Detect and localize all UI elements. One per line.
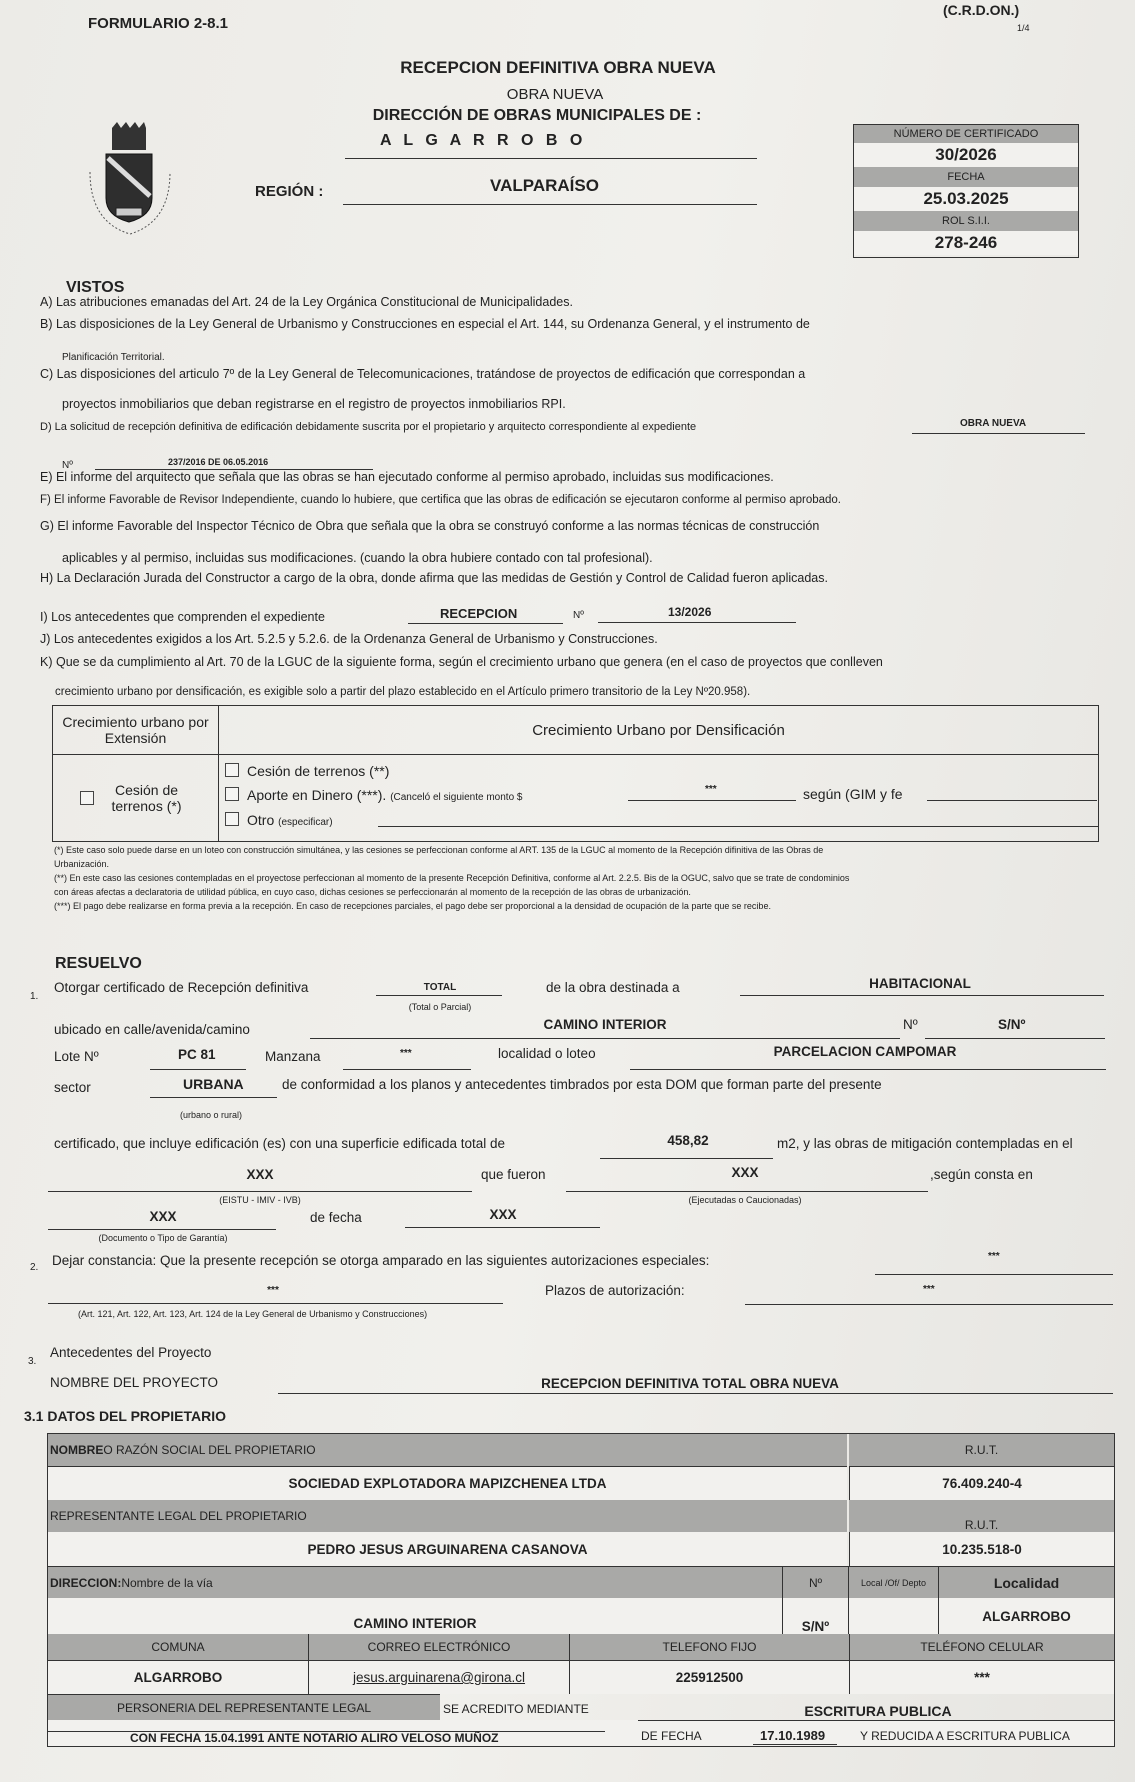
reception-type-underline bbox=[376, 995, 502, 996]
certificate-box bbox=[853, 124, 1079, 258]
visto-k: K) Que se da cumplimiento al Art. 70 de la LGUC de la siguiente forma, según el crecimiento urbano que genera (en el caso de proyectos que conlleven bbox=[40, 655, 883, 669]
street-number: S/Nº bbox=[998, 1017, 1026, 1032]
reception-type-hint: (Total o Parcial) bbox=[408, 1002, 472, 1012]
street-number-label: Nº bbox=[903, 1017, 918, 1032]
vistos-heading: VISTOS bbox=[66, 279, 125, 296]
extension-option[interactable] bbox=[53, 754, 218, 841]
antecedentes-label: Antecedentes del Proyecto bbox=[50, 1345, 212, 1360]
note-2: (**) En este caso las cesiones contempladas en el proyectose perfeccionan al momento de la presente Recepción Definitiva, conforme al Art. 2.2.5. Bis de la OGUC, salvo que se trate de condominios bbox=[54, 873, 850, 883]
municipio: A L G A R R O B O bbox=[380, 132, 587, 149]
visto-i-underline bbox=[408, 623, 563, 624]
manzana-value: *** bbox=[400, 1048, 412, 1059]
visto-i: I) Los antecedentes que comprenden el expediente bbox=[40, 610, 325, 624]
item-number-2: 2. bbox=[30, 1262, 39, 1273]
address-label-rest: Nombre de la vía bbox=[121, 1575, 213, 1590]
checkbox[interactable] bbox=[225, 787, 239, 801]
rol-sii-value: 278-246 bbox=[854, 231, 1078, 255]
owner-table bbox=[47, 1433, 1115, 1747]
project-name-label: NOMBRE DEL PROYECTO bbox=[50, 1375, 219, 1390]
local-label: Local /Of/ Depto bbox=[848, 1566, 938, 1598]
manzana-label: Manzana bbox=[265, 1049, 321, 1064]
owner-rut: 76.409.240-4 bbox=[849, 1466, 1114, 1500]
certificate-date: 25.03.2025 bbox=[854, 187, 1078, 211]
visto-h: H) La Declaración Jurada del Constructor a cargo de la obra, donde afirma que las medidas de Gestión y Control de Calidad fueron aplicadas. bbox=[40, 571, 828, 585]
conformidad-text: de conformidad a los planos y antecedentes timbrados por esta DOM que forman parte del presente bbox=[282, 1077, 882, 1092]
note-3: (***) El pago debe realizarse en forma previa a la recepción. En caso de recepciones parciales, el pago debe ser proporcional a la densidad de ocupación de la parte que se recibe. bbox=[54, 901, 771, 911]
visto-b-cont: Planificación Territorial. bbox=[62, 352, 165, 363]
mobile-label: TELÉFONO CELULAR bbox=[849, 1634, 1114, 1660]
visto-i-no-underline bbox=[598, 622, 796, 623]
checkbox[interactable] bbox=[80, 791, 94, 805]
visto-g-cont: aplicables y al permiso, incluidas sus modificaciones. (cuando la obra hubiere contado con tal profesional). bbox=[62, 551, 653, 565]
address-label-bold: DIRECCION: bbox=[50, 1575, 122, 1590]
executed-value: XXX bbox=[731, 1165, 759, 1180]
autorizaciones-value: *** bbox=[988, 1251, 1000, 1262]
checkbox[interactable] bbox=[225, 812, 239, 826]
visto-c-cont: proyectos inmobiliarios que deban registrarse en el registro de proyectos inmobiliarios RPI. bbox=[62, 397, 566, 411]
lote-underline bbox=[150, 1069, 246, 1070]
sector-hint: (urbano o rural) bbox=[180, 1110, 243, 1120]
plazos-value: *** bbox=[923, 1284, 935, 1295]
aporte-suffix-underline bbox=[927, 800, 1097, 801]
owner-name: SOCIEDAD EXPLOTADORA MAPIZCHENEA LTDA bbox=[48, 1466, 847, 1500]
plazos-underline bbox=[745, 1304, 1113, 1305]
mitigacion-text: m2, y las obras de mitigación contempladas en el bbox=[777, 1136, 1073, 1151]
email-value[interactable]: jesus.arguinarena@girona.cl bbox=[308, 1660, 569, 1694]
visto-d: D) La solicitud de recepción definitiva de edificación debidamente suscrita por el propietario y arquitecto correspondiente al expediente bbox=[40, 421, 697, 433]
local-value bbox=[848, 1598, 938, 1634]
street-value: CAMINO INTERIOR bbox=[543, 1017, 667, 1032]
landline-label: TELEFONO FIJO bbox=[569, 1634, 849, 1660]
fecha-underline bbox=[405, 1227, 600, 1228]
visto-f: F) El informe Favorable de Revisor Independiente, cuando lo hubiere, que certifica que las obras de edificación se ejecutaron conforme al permiso aprobado. bbox=[40, 494, 841, 506]
segun-label: ,según consta en bbox=[930, 1167, 1033, 1182]
de-fecha-underline bbox=[753, 1744, 837, 1745]
study-hint: (EISTU - IMIV - IVB) bbox=[219, 1195, 301, 1205]
mobile-value: *** bbox=[849, 1660, 1114, 1694]
direccion-label: DIRECCIÓN DE OBRAS MUNICIPALES DE : bbox=[372, 107, 702, 124]
street-number-underline bbox=[925, 1038, 1105, 1039]
sector-value: URBANA bbox=[183, 1076, 244, 1092]
visto-d-value: OBRA NUEVA bbox=[960, 418, 1027, 429]
form-abbrev: (C.R.D.ON.) bbox=[943, 2, 1020, 18]
visto-g: G) El informe Favorable del Inspector Técnico de Obra que señala que la obra se construyó conforme a las normas técnicas de construcción bbox=[40, 519, 820, 533]
col-densification-header: Crecimiento Urbano por Densificación bbox=[532, 721, 785, 739]
visto-i-value: RECEPCION bbox=[440, 606, 518, 621]
region-value: VALPARAÍSO bbox=[490, 176, 599, 195]
option-aporte-label: Aporte en Dinero (***). bbox=[247, 787, 387, 803]
visto-k-cont: crecimiento urbano por densificación, es exigible solo a partir del plazo establecido en el Artículo primero transitorio de la Ley Nº20.958). bbox=[55, 686, 751, 698]
de-fecha-label: DE FECHA bbox=[641, 1729, 702, 1743]
localidad-value: ALGARROBO bbox=[938, 1598, 1114, 1634]
option-otro[interactable] bbox=[225, 812, 333, 831]
de-fecha-label: de fecha bbox=[310, 1210, 362, 1225]
certificate-date-label: FECHA bbox=[854, 167, 1078, 187]
note-2-cont: con áreas afectas a declaratoria de utilidad pública, en cuyo caso, dichas cesiones se perfeccionarán al momento de la recepción de las obras de urbanización. bbox=[54, 887, 691, 897]
executed-hint: (Ejecutadas o Caucionadas) bbox=[688, 1195, 802, 1205]
note-1: (*) Este caso solo puede darse en un loteo con construcción simultánea, y las cesiones se perfeccionan conforme al ART. 135 de la LGUC al momento de la Recepción difinitiva de las Obras de bbox=[54, 845, 824, 855]
coat-of-arms-icon bbox=[82, 122, 192, 242]
manzana-underline bbox=[343, 1069, 471, 1070]
municipio-underline bbox=[345, 158, 757, 159]
acredito-value: ESCRITURA PUBLICA bbox=[804, 1703, 952, 1719]
owner-name-label bbox=[48, 1434, 847, 1466]
localidad-value: PARCELACION CAMPOMAR bbox=[773, 1044, 957, 1059]
option-otro-label: Otro bbox=[247, 812, 275, 828]
form-code: FORMULARIO 2-8.1 bbox=[88, 15, 229, 32]
localidad-underline bbox=[630, 1069, 1106, 1070]
lote-label: Lote Nº bbox=[54, 1049, 99, 1064]
document-subtitle: OBRA NUEVA bbox=[506, 86, 604, 103]
art-value: *** bbox=[267, 1285, 279, 1296]
destination-value: HABITACIONAL bbox=[869, 976, 971, 991]
certificado-text: certificado, que incluye edificación (es) con una superficie edificada total de bbox=[54, 1136, 506, 1151]
item-number-1: 1. bbox=[30, 991, 39, 1002]
certificate-number: 30/2026 bbox=[854, 143, 1078, 167]
document-hint: (Documento o Tipo de Garantía) bbox=[98, 1233, 228, 1243]
owner-name-label-bold: NOMBRE bbox=[50, 1443, 104, 1457]
localidad-label: Localidad bbox=[938, 1566, 1114, 1598]
aporte-amount: *** bbox=[705, 784, 717, 795]
rep-rut: 10.235.518-0 bbox=[849, 1532, 1114, 1566]
personeria-label: PERSONERIA DEL REPRESENTANTE LEGAL bbox=[48, 1694, 440, 1720]
street-underline bbox=[310, 1038, 900, 1039]
municipal-logo bbox=[82, 122, 192, 242]
rep-rut-label: R.U.T. bbox=[849, 1500, 1114, 1532]
comuna-value: ALGARROBO bbox=[48, 1660, 308, 1694]
sector-underline bbox=[150, 1097, 277, 1098]
reception-type: TOTAL bbox=[423, 982, 457, 993]
project-name-underline bbox=[278, 1393, 1113, 1394]
item-number-3: 3. bbox=[28, 1356, 37, 1367]
art-hint: (Art. 121, Art. 122, Art. 123, Art. 124 de la Ley General de Urbanismo y Construcciones) bbox=[78, 1309, 428, 1319]
email-label: CORREO ELECTRÓNICO bbox=[308, 1634, 569, 1660]
aporte-suffix: según (GIM y fe bbox=[803, 786, 903, 802]
fecha-value: XXX bbox=[489, 1207, 517, 1222]
project-name: RECEPCION DEFINITIVA TOTAL OBRA NUEVA bbox=[541, 1376, 839, 1391]
surface-value: 458,82 bbox=[667, 1133, 709, 1148]
otro-underline bbox=[378, 826, 1098, 827]
con-fecha-text: CON FECHA 15.04.1991 ANTE NOTARIO ALIRO VELOSO MUÑOZ bbox=[130, 1731, 499, 1745]
address-street: CAMINO INTERIOR bbox=[48, 1598, 782, 1634]
visto-i-no: 13/2026 bbox=[668, 605, 712, 619]
constancia-text: Dejar constancia: Que la presente recepción se otorga amparado en las siguientes autorizaciones especiales: bbox=[52, 1253, 710, 1268]
visto-b: B) Las disposiciones de la Ley General de Urbanismo y Construcciones en especial el Art. 144, su Ordenanza General, y el instrumento de bbox=[40, 317, 810, 331]
visto-i-no-label: Nº bbox=[573, 610, 584, 621]
owner-name-label-rest: O RAZÓN SOCIAL DEL PROPIETARIO bbox=[103, 1443, 316, 1457]
study-value: XXX bbox=[246, 1167, 274, 1182]
visto-d-no-label: Nº bbox=[62, 460, 73, 471]
visto-a: A) Las atribuciones emanadas del Art. 24 de la Ley Orgánica Constitucional de Municipalidades. bbox=[40, 295, 573, 309]
resuelvo-heading: RESUELVO bbox=[55, 955, 142, 972]
address-number-label: Nº bbox=[782, 1566, 848, 1598]
page-number: 1/4 bbox=[1017, 23, 1030, 33]
destination-underline bbox=[740, 995, 1104, 996]
que-fueron-label: que fueron bbox=[481, 1167, 546, 1182]
option-aporte-note: (Canceló el siguiente monto $ bbox=[390, 792, 523, 803]
localidad-label: localidad o loteo bbox=[498, 1046, 596, 1061]
art-underline bbox=[48, 1303, 503, 1304]
option-otro-note: (especificar) bbox=[278, 817, 333, 828]
reducida-text: Y REDUCIDA A ESCRITURA PUBLICA bbox=[860, 1729, 1070, 1743]
option-cesion-label: Cesión de terrenos (**) bbox=[247, 763, 390, 779]
certificate-number-label: NÚMERO DE CERTIFICADO bbox=[854, 125, 1078, 143]
rep-name: PEDRO JESUS ARGUINARENA CASANOVA bbox=[48, 1532, 847, 1566]
document-title: RECEPCION DEFINITIVA OBRA NUEVA bbox=[400, 58, 716, 77]
region-underline bbox=[343, 204, 757, 205]
visto-d-no: 237/2016 DE 06.05.2016 bbox=[168, 457, 269, 467]
lote-value: PC 81 bbox=[178, 1047, 216, 1062]
option-aporte[interactable] bbox=[225, 787, 523, 806]
comuna-label: COMUNA bbox=[48, 1634, 308, 1660]
address-label bbox=[48, 1566, 782, 1598]
visto-d-underline bbox=[912, 433, 1085, 434]
address-number: S/Nº bbox=[782, 1598, 848, 1634]
landline-value: 225912500 bbox=[569, 1660, 849, 1694]
document-value: XXX bbox=[149, 1209, 177, 1224]
otorgar-label: Otorgar certificado de Recepción definitiva bbox=[54, 980, 309, 995]
rol-sii-label: ROL S.I.I. bbox=[854, 211, 1078, 231]
visto-j: J) Los antecedentes exigidos a los Art. 5.2.5 y 5.2.6. de la Ordenanza General de Urbanismo y Construcciones. bbox=[40, 632, 658, 646]
autorizaciones-underline bbox=[875, 1274, 1113, 1275]
option-cesion[interactable] bbox=[225, 763, 389, 779]
surface-underline bbox=[600, 1158, 773, 1159]
growth-table bbox=[52, 705, 1099, 842]
owner-section-title: 3.1 DATOS DEL PROPIETARIO bbox=[24, 1408, 227, 1424]
ubicado-label: ubicado en calle/avenida/camino bbox=[54, 1022, 250, 1037]
aporte-amount-underline bbox=[628, 800, 796, 801]
note-1-cont: Urbanización. bbox=[54, 859, 110, 869]
checkbox[interactable] bbox=[225, 763, 239, 777]
extension-option-label: Cesión de terrenos (*) bbox=[111, 781, 182, 814]
rep-label: REPRESENTANTE LEGAL DEL PROPIETARIO bbox=[48, 1500, 847, 1532]
de-fecha-value: 17.10.1989 bbox=[760, 1728, 826, 1743]
destinada-label: de la obra destinada a bbox=[546, 980, 680, 995]
col-extension-header: Crecimiento urbano por Extensión bbox=[62, 714, 209, 746]
sector-label: sector bbox=[54, 1080, 91, 1095]
acredito-underline bbox=[638, 1720, 1114, 1721]
owner-rut-label: R.U.T. bbox=[849, 1434, 1114, 1466]
visto-c: C) Las disposiciones del articulo 7º de la Ley General de Telecomunicaciones, tratándose de proyectos de edificación que correspondan a bbox=[40, 367, 806, 381]
acredito-label: SE ACREDITO MEDIANTE bbox=[443, 1702, 589, 1716]
region-label: REGIÓN : bbox=[255, 183, 324, 200]
plazos-label: Plazos de autorización: bbox=[545, 1283, 685, 1298]
visto-e: E) El informe del arquitecto que señala que las obras se han ejecutado conforme al permiso aprobado, incluidas sus modificaciones. bbox=[40, 470, 774, 484]
